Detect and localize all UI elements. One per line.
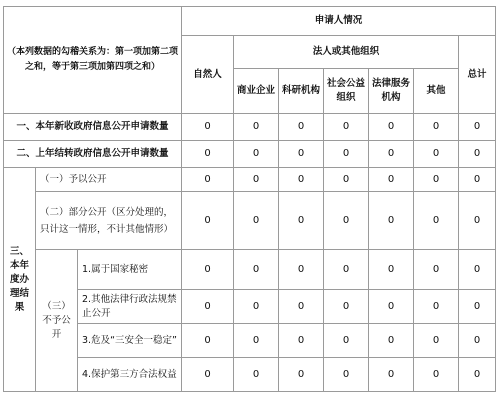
table-cell: 0 bbox=[459, 141, 496, 168]
row-label: 1.属于国家秘密 bbox=[78, 250, 182, 290]
table-row bbox=[4, 168, 496, 192]
table-cell: 0 bbox=[279, 168, 324, 192]
table-cell: 0 bbox=[414, 250, 459, 290]
table-cell: 0 bbox=[459, 168, 496, 192]
table-cell: 0 bbox=[182, 324, 234, 358]
natural-person-header: 自然人 bbox=[182, 36, 234, 114]
table-cell: 0 bbox=[369, 250, 414, 290]
table-cell: 0 bbox=[324, 141, 369, 168]
table-cell: 0 bbox=[459, 250, 496, 290]
commercial-header: 商业企业 bbox=[234, 69, 279, 114]
table-cell: 0 bbox=[369, 324, 414, 358]
table-cell: 0 bbox=[414, 114, 459, 141]
row-label: （一）予以公开 bbox=[36, 168, 182, 192]
table-cell: 0 bbox=[234, 290, 279, 324]
table-cell: 0 bbox=[324, 358, 369, 392]
table-cell: 0 bbox=[279, 250, 324, 290]
table-cell: 0 bbox=[414, 358, 459, 392]
table-cell: 0 bbox=[459, 114, 496, 141]
table-cell: 0 bbox=[459, 324, 496, 358]
table-cell: 0 bbox=[279, 192, 324, 250]
table-row bbox=[4, 290, 496, 324]
table-cell: 0 bbox=[369, 114, 414, 141]
table-cell: 0 bbox=[234, 324, 279, 358]
table-row bbox=[4, 114, 496, 141]
table-cell: 0 bbox=[459, 290, 496, 324]
header-row-1 bbox=[4, 7, 496, 36]
table-cell: 0 bbox=[279, 290, 324, 324]
social-welfare-header: 社会公益组织 bbox=[324, 69, 369, 114]
table-cell: 0 bbox=[369, 192, 414, 250]
table-cell: 0 bbox=[324, 168, 369, 192]
table-row bbox=[4, 192, 496, 250]
row-label: 2.其他法律行政法规禁止公开 bbox=[78, 290, 182, 324]
table-cell: 0 bbox=[414, 141, 459, 168]
section-3-label: 三、本年度办理结果 bbox=[4, 168, 36, 392]
table-row bbox=[4, 324, 496, 358]
table-cell: 0 bbox=[279, 324, 324, 358]
table-cell: 0 bbox=[459, 358, 496, 392]
table-cell: 0 bbox=[234, 250, 279, 290]
row-label: 一、本年新收政府信息公开申请数量 bbox=[4, 114, 182, 141]
table-cell: 0 bbox=[279, 358, 324, 392]
table-cell: 0 bbox=[234, 358, 279, 392]
table-cell: 0 bbox=[182, 114, 234, 141]
table-cell: 0 bbox=[324, 250, 369, 290]
row-label: 3.危及“三安全一稳定” bbox=[78, 324, 182, 358]
table-cell: 0 bbox=[324, 290, 369, 324]
table-cell: 0 bbox=[324, 324, 369, 358]
table-cell: 0 bbox=[234, 192, 279, 250]
table-cell: 0 bbox=[279, 141, 324, 168]
row-label: 4.保护第三方合法权益 bbox=[78, 358, 182, 392]
table-cell: 0 bbox=[414, 290, 459, 324]
relationship-note: （本列数据的勾稽关系为：第一项加第二项之和，等于第三项加第四项之和） bbox=[4, 7, 182, 114]
table-cell: 0 bbox=[182, 168, 234, 192]
table-cell: 0 bbox=[182, 141, 234, 168]
table-row bbox=[4, 141, 496, 168]
table-cell: 0 bbox=[324, 192, 369, 250]
total-header: 总计 bbox=[459, 36, 496, 114]
table-row bbox=[4, 358, 496, 392]
research-header: 科研机构 bbox=[279, 69, 324, 114]
table-cell: 0 bbox=[459, 192, 496, 250]
other-header: 其他 bbox=[414, 69, 459, 114]
table-cell: 0 bbox=[414, 192, 459, 250]
applicant-situation-header: 申请人情况 bbox=[182, 7, 496, 36]
table-cell: 0 bbox=[182, 290, 234, 324]
legal-persons-header: 法人或其他组织 bbox=[234, 36, 459, 69]
table-cell: 0 bbox=[234, 141, 279, 168]
table-row bbox=[4, 250, 496, 290]
legal-services-header: 法律服务机构 bbox=[369, 69, 414, 114]
table-cell: 0 bbox=[182, 358, 234, 392]
table-cell: 0 bbox=[369, 168, 414, 192]
info-disclosure-table bbox=[3, 6, 496, 392]
table-cell: 0 bbox=[369, 141, 414, 168]
table-cell: 0 bbox=[234, 168, 279, 192]
table-cell: 0 bbox=[182, 250, 234, 290]
table-cell: 0 bbox=[182, 192, 234, 250]
table-cell: 0 bbox=[414, 168, 459, 192]
table-cell: 0 bbox=[414, 324, 459, 358]
row-label: 二、上年结转政府信息公开申请数量 bbox=[4, 141, 182, 168]
table-cell: 0 bbox=[369, 290, 414, 324]
table-cell: 0 bbox=[324, 114, 369, 141]
not-disclose-label: （三）不予公开 bbox=[36, 250, 78, 392]
table-cell: 0 bbox=[369, 358, 414, 392]
table-cell: 0 bbox=[279, 114, 324, 141]
table-cell: 0 bbox=[234, 114, 279, 141]
row-label: （二）部分公开（区分处理的，只计这一情形，不计其他情形） bbox=[36, 192, 182, 250]
